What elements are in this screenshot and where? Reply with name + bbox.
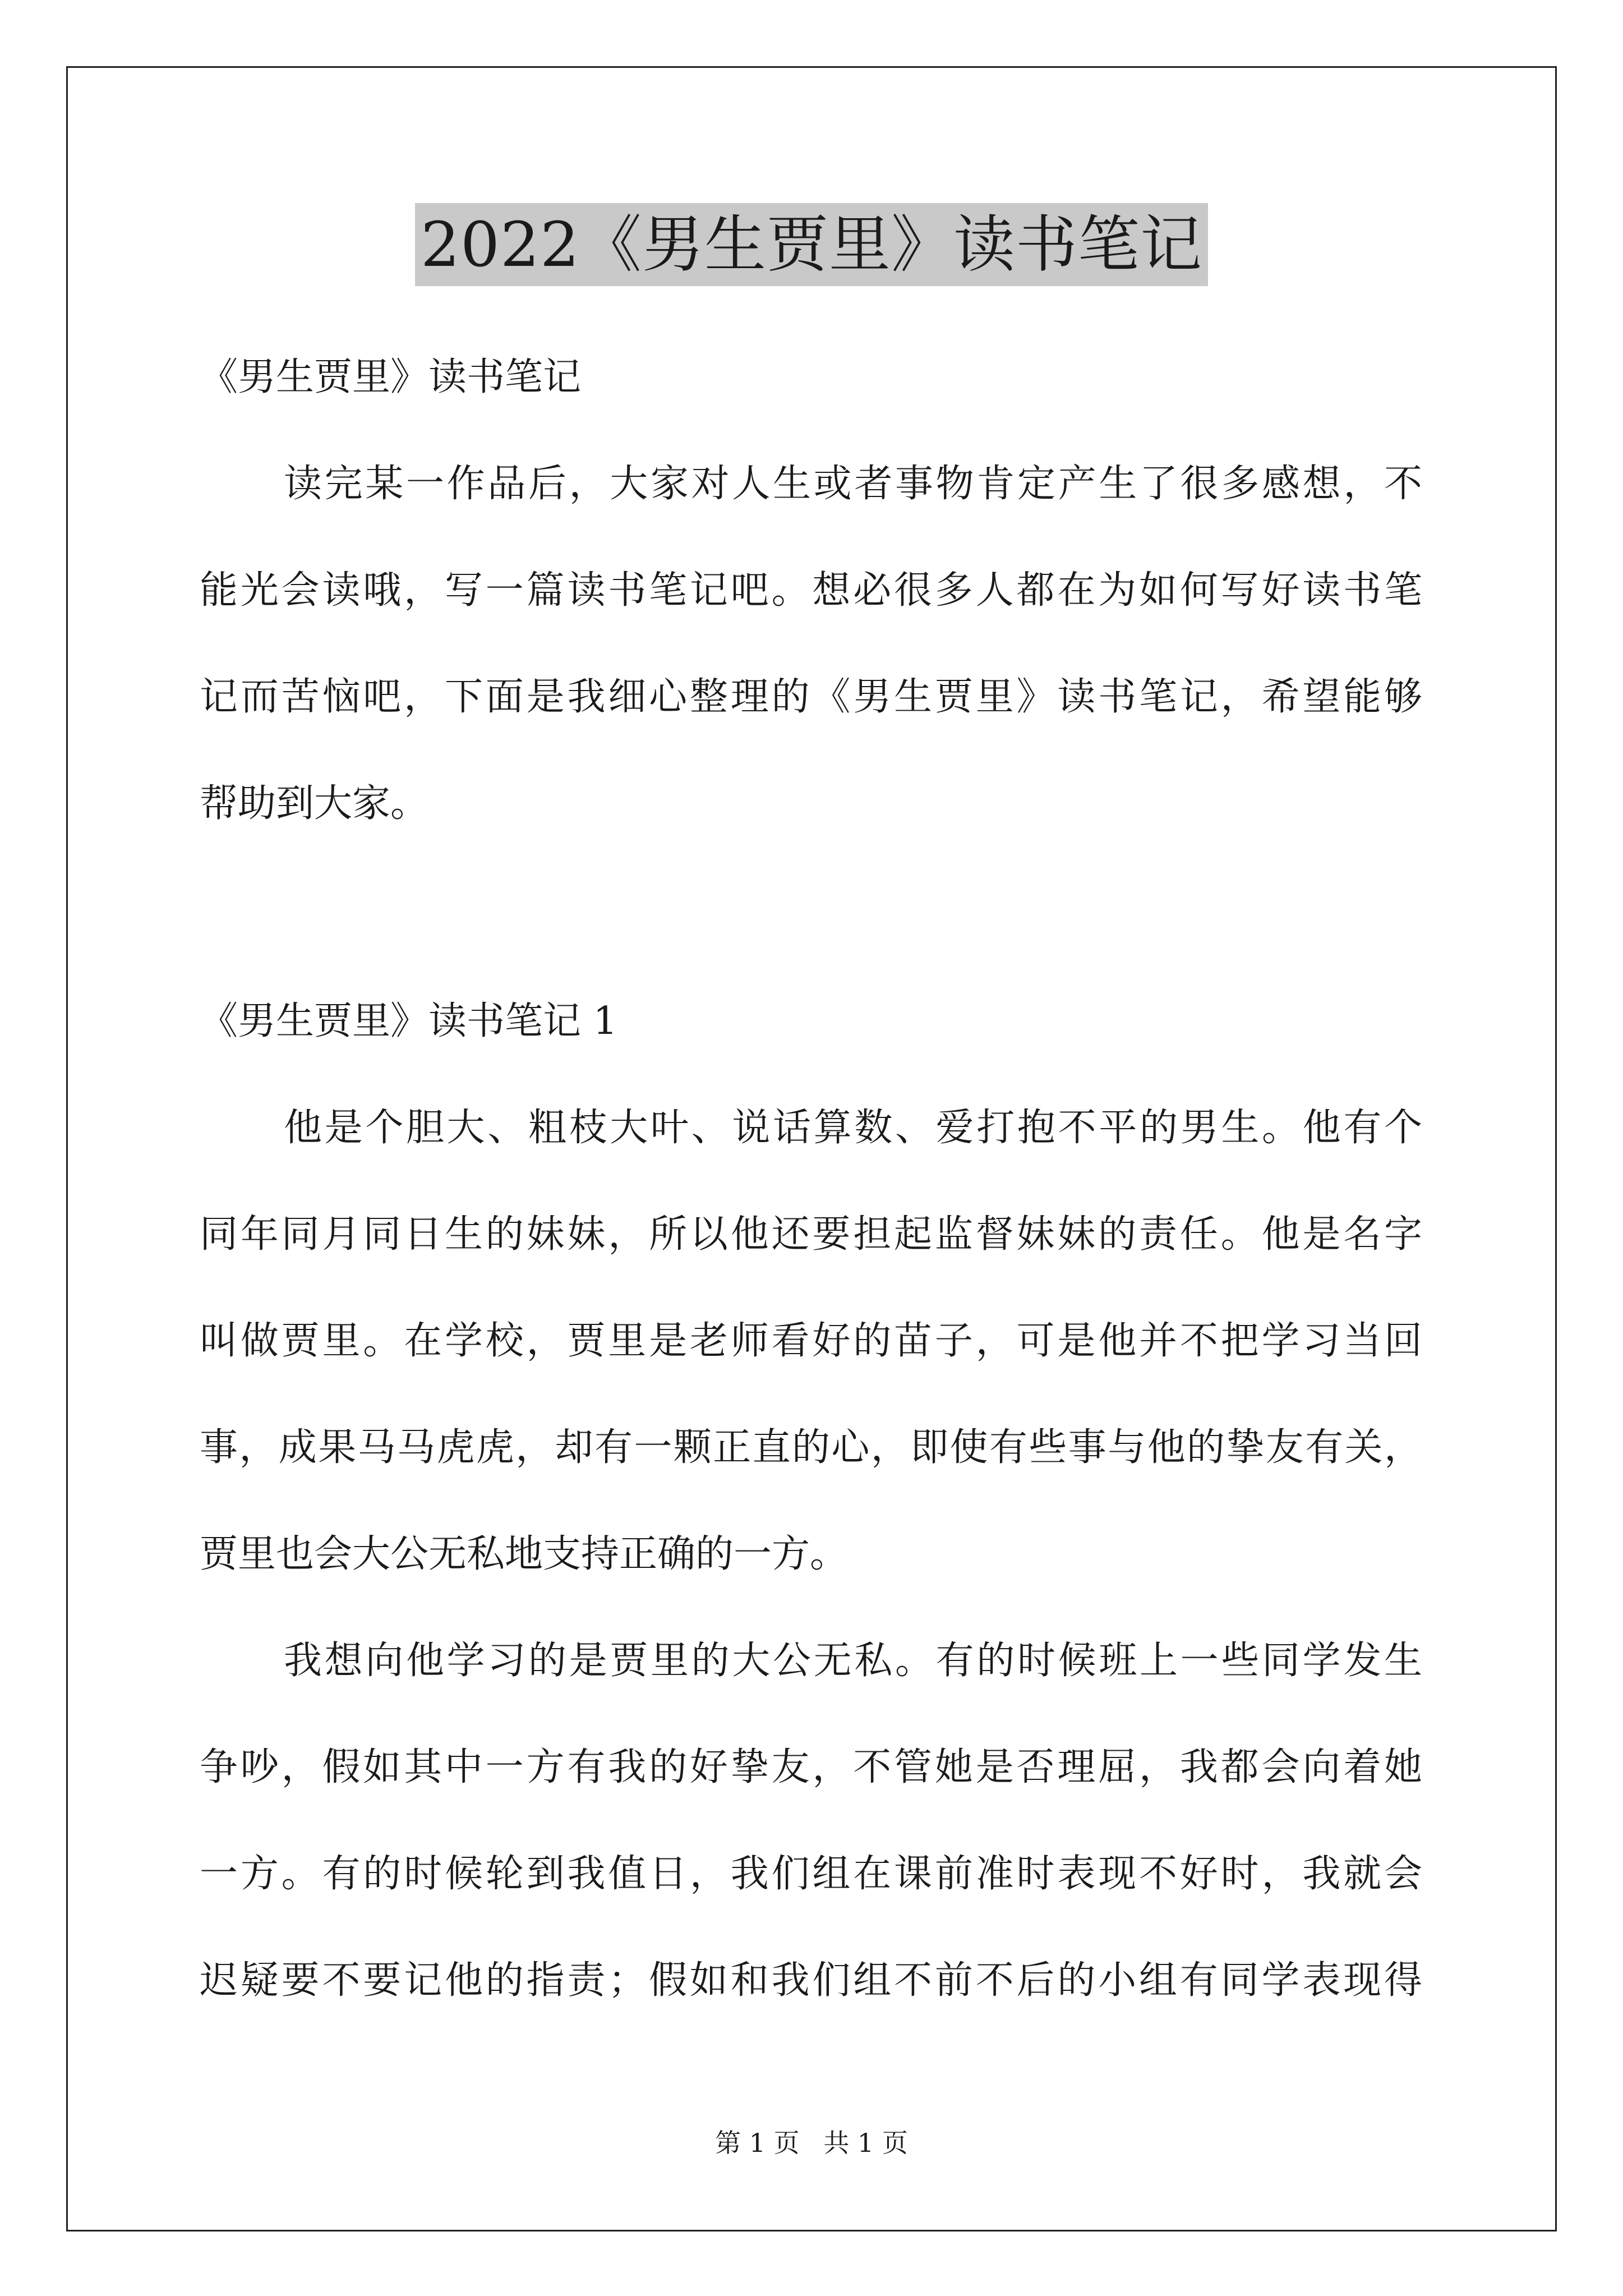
paragraph-line: 争吵，假如其中一方有我的好挚友，不管她是否理屈，我都会向着她 — [200, 1745, 1422, 1789]
intro-line: 读完某一作品后，大家对人生或者事物肯定产生了很多感想，不 — [284, 462, 1422, 506]
paragraph-line: 迟疑要不要记他的指责；假如和我们组不前不后的小组有同学表现得 — [200, 1958, 1422, 2003]
paragraph-line: 贾里也会大公无私地支持正确的一方。 — [200, 1532, 849, 1576]
paragraph-line: 同年同月同日生的妹妹，所以他还要担起监督妹妹的责任。他是名字 — [200, 1212, 1422, 1257]
paragraph-line: 叫做贾里。在学校，贾里是老师看好的苗子，可是他并不把学习当回 — [200, 1319, 1422, 1363]
paragraph-line: 他是个胆大、粗枝大叶、说话算数、爱打抱不平的男生。他有个 — [284, 1106, 1422, 1150]
document-title: 2022《男生贾里》读书笔记 — [415, 203, 1208, 286]
paragraph-line: 一方。有的时候轮到我值日，我们组在课前准时表现不好时，我就会 — [200, 1852, 1422, 1896]
intro-line: 帮助到大家。 — [200, 781, 429, 826]
page-number: 第 1 页 — [715, 2128, 800, 2158]
subtitle: 《男生贾里》读书笔记 — [200, 355, 582, 399]
paragraph-line: 事，成果马马虎虎，却有一颗正直的心，即使有些事与他的挚友有关， — [200, 1425, 1422, 1470]
paragraph-line: 我想向他学习的是贾里的大公无私。有的时候班上一些同学发生 — [284, 1639, 1422, 1683]
title-container — [0, 203, 1623, 286]
page-total: 共 1 页 — [823, 2128, 908, 2158]
page-footer — [0, 2126, 1623, 2160]
section-heading: 《男生贾里》读书笔记 1 — [200, 999, 617, 1043]
intro-line: 能光会读哦，写一篇读书笔记吧。想必很多人都在为如何写好读书笔 — [200, 568, 1422, 613]
intro-line: 记而苦恼吧，下面是我细心整理的《男生贾里》读书笔记，希望能够 — [200, 675, 1422, 719]
